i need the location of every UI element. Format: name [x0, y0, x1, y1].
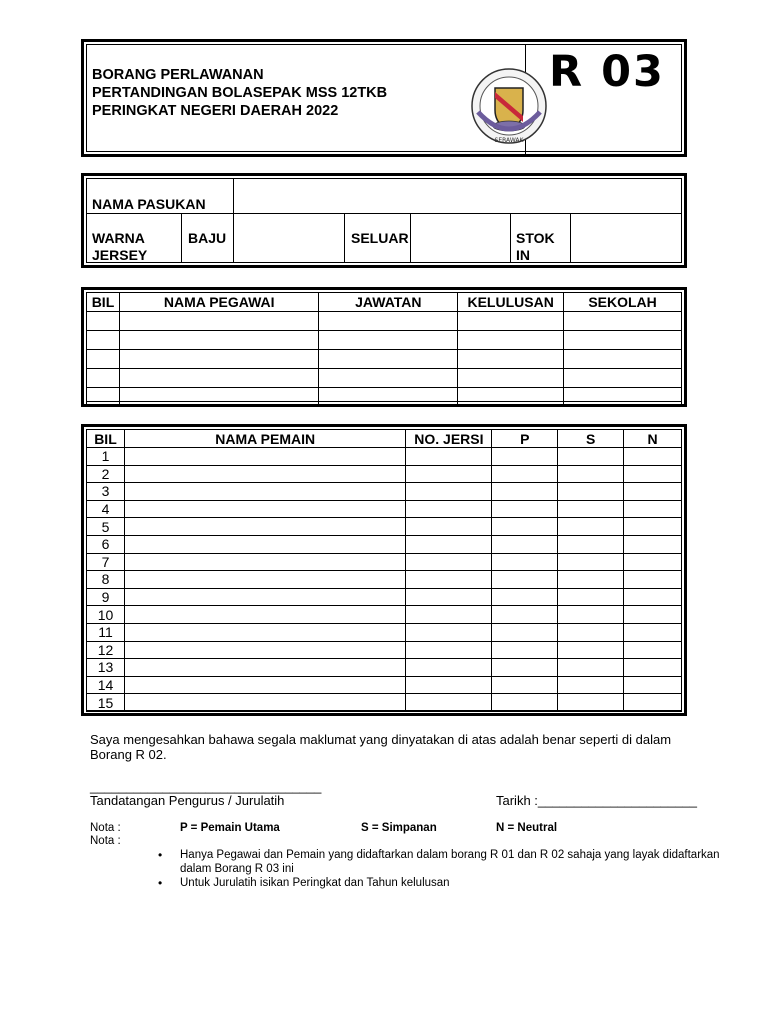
table-row	[87, 483, 682, 501]
table-cell[interactable]	[124, 465, 405, 483]
team-col-divider	[181, 213, 182, 263]
logo-text: SERAWAK	[494, 137, 524, 144]
table-row	[87, 676, 682, 694]
row-number: 15	[87, 694, 125, 712]
row-number: 10	[87, 606, 125, 624]
row-number: 9	[87, 588, 125, 606]
officials-table-box	[81, 287, 687, 407]
team-col-divider	[344, 213, 345, 263]
table-cell[interactable]	[319, 350, 458, 369]
table-row	[87, 465, 682, 483]
table-cell[interactable]	[319, 331, 458, 350]
note-bullet-1-line-1: Hanya Pegawai dan Pemain yang didaftarkan dalam borang R 01 dan R 02 sahaja yang layak didaftarkan	[180, 849, 720, 861]
row-number: 8	[87, 571, 125, 589]
players-table-box	[81, 424, 687, 716]
note-n: N = Neutral	[496, 822, 558, 834]
table-cell[interactable]	[119, 331, 319, 350]
team-col-divider	[510, 213, 511, 263]
table-cell[interactable]	[406, 606, 492, 624]
table-cell[interactable]	[492, 518, 558, 536]
table-cell[interactable]	[319, 388, 458, 407]
table-row	[87, 535, 682, 553]
table-cell[interactable]	[124, 659, 405, 677]
table-cell[interactable]	[492, 465, 558, 483]
table-row	[87, 694, 682, 712]
table-cell[interactable]	[624, 641, 682, 659]
table-cell[interactable]	[406, 518, 492, 536]
table-row	[87, 369, 682, 388]
nota-label-2: Nota :	[90, 835, 121, 847]
nota-label: Nota :	[90, 822, 121, 834]
table-cell[interactable]	[124, 500, 405, 518]
table-row	[87, 448, 682, 466]
baju-label: BAJU	[188, 230, 227, 246]
table-cell[interactable]	[458, 388, 564, 407]
title-line-1: BORANG PERLAWANAN	[92, 67, 264, 83]
declaration-line-2: Borang R 02.	[90, 747, 167, 762]
table-cell[interactable]	[558, 623, 624, 641]
table-cell[interactable]	[558, 448, 624, 466]
table-cell[interactable]	[624, 465, 682, 483]
table-cell[interactable]	[319, 312, 458, 331]
warna-jersey-label: WARNA JERSEY	[92, 230, 148, 263]
table-cell[interactable]	[406, 553, 492, 571]
table-cell[interactable]	[124, 535, 405, 553]
col-nama-pemain: NAMA PEMAIN	[124, 430, 405, 448]
title-line-3: PERINGKAT NEGERI DAERAH 2022	[92, 103, 339, 119]
table-cell[interactable]	[558, 694, 624, 712]
table-cell[interactable]	[624, 623, 682, 641]
form-header	[81, 39, 687, 157]
table-cell[interactable]	[624, 518, 682, 536]
table-row	[87, 553, 682, 571]
table-cell[interactable]	[624, 571, 682, 589]
table-cell[interactable]	[458, 312, 564, 331]
note-p: P = Pemain Utama	[180, 822, 280, 834]
table-cell[interactable]	[492, 659, 558, 677]
signature-label: Tandatangan Pengurus / Jurulatih	[90, 793, 285, 808]
row-number: 3	[87, 483, 125, 501]
table-cell[interactable]	[624, 694, 682, 712]
table-cell[interactable]	[558, 606, 624, 624]
col-no-jersi: NO. JERSI	[406, 430, 492, 448]
table-cell[interactable]	[406, 623, 492, 641]
table-cell[interactable]	[624, 553, 682, 571]
col-sekolah: SEKOLAH	[564, 293, 682, 312]
table-cell[interactable]	[124, 623, 405, 641]
bullet-icon: •	[158, 876, 163, 890]
crest-logo-icon	[468, 66, 550, 146]
table-cell[interactable]	[558, 553, 624, 571]
table-cell[interactable]	[406, 659, 492, 677]
row-number: 12	[87, 641, 125, 659]
table-cell[interactable]	[124, 483, 405, 501]
table-cell[interactable]	[624, 500, 682, 518]
table-cell[interactable]	[558, 518, 624, 536]
table-cell[interactable]	[492, 483, 558, 501]
note-s: S = Simpanan	[361, 822, 437, 834]
table-row	[87, 331, 682, 350]
table-cell[interactable]	[624, 606, 682, 624]
table-cell[interactable]	[87, 350, 120, 369]
row-number: 7	[87, 553, 125, 571]
table-row	[87, 571, 682, 589]
table-cell[interactable]	[406, 483, 492, 501]
table-cell[interactable]	[124, 518, 405, 536]
table-cell[interactable]	[492, 571, 558, 589]
players-table	[86, 429, 682, 712]
table-cell[interactable]	[558, 588, 624, 606]
table-cell[interactable]	[624, 659, 682, 677]
table-cell[interactable]	[406, 694, 492, 712]
table-cell[interactable]	[624, 676, 682, 694]
col-bil: BIL	[87, 430, 125, 448]
row-number: 1	[87, 448, 125, 466]
table-cell[interactable]	[624, 535, 682, 553]
table-cell[interactable]	[124, 641, 405, 659]
date-label: Tarikh :______________________	[496, 793, 697, 808]
table-cell[interactable]	[406, 535, 492, 553]
table-row	[87, 500, 682, 518]
nama-pasukan-label: NAMA PASUKAN	[92, 196, 206, 212]
table-cell[interactable]	[124, 553, 405, 571]
table-cell[interactable]	[492, 606, 558, 624]
col-s: S	[558, 430, 624, 448]
table-cell[interactable]	[124, 676, 405, 694]
col-bil: BIL	[87, 293, 120, 312]
table-cell[interactable]	[87, 331, 120, 350]
table-cell[interactable]	[458, 369, 564, 388]
table-cell[interactable]	[124, 694, 405, 712]
row-number: 5	[87, 518, 125, 536]
col-n: N	[624, 430, 682, 448]
table-cell[interactable]	[558, 659, 624, 677]
bullet-icon: •	[158, 848, 163, 862]
table-row	[87, 606, 682, 624]
row-number: 4	[87, 500, 125, 518]
table-cell[interactable]	[119, 350, 319, 369]
table-cell[interactable]	[492, 641, 558, 659]
team-col-divider	[570, 213, 571, 263]
table-row	[87, 388, 682, 407]
row-number: 11	[87, 623, 125, 641]
table-cell[interactable]	[406, 588, 492, 606]
table-row	[87, 641, 682, 659]
table-cell[interactable]	[406, 571, 492, 589]
team-col-divider	[410, 213, 411, 263]
seluar-label: SELUAR	[351, 230, 409, 246]
table-cell[interactable]	[458, 350, 564, 369]
table-cell[interactable]	[558, 500, 624, 518]
col-jawatan: JAWATAN	[319, 293, 458, 312]
table-cell[interactable]	[558, 641, 624, 659]
table-row	[87, 659, 682, 677]
table-cell[interactable]	[406, 465, 492, 483]
table-cell[interactable]	[406, 500, 492, 518]
table-cell[interactable]	[124, 606, 405, 624]
table-cell[interactable]	[406, 448, 492, 466]
table-cell[interactable]	[119, 312, 319, 331]
table-row	[87, 350, 682, 369]
row-number: 14	[87, 676, 125, 694]
table-cell[interactable]	[624, 588, 682, 606]
table-cell[interactable]	[558, 571, 624, 589]
table-cell[interactable]	[87, 369, 120, 388]
team-col-divider	[233, 178, 234, 263]
table-cell[interactable]	[564, 388, 682, 407]
table-cell[interactable]	[124, 448, 405, 466]
table-cell[interactable]	[119, 369, 319, 388]
table-cell[interactable]	[458, 331, 564, 350]
col-p: P	[492, 430, 558, 448]
table-cell[interactable]	[406, 676, 492, 694]
row-number: 2	[87, 465, 125, 483]
table-cell[interactable]	[624, 448, 682, 466]
table-cell[interactable]	[492, 676, 558, 694]
table-cell[interactable]	[492, 553, 558, 571]
officials-table	[86, 292, 682, 407]
table-cell[interactable]	[564, 350, 682, 369]
table-cell[interactable]	[492, 623, 558, 641]
title-line-2: PERTANDINGAN BOLASEPAK MSS 12TKB	[92, 85, 388, 101]
table-cell[interactable]	[558, 483, 624, 501]
table-cell[interactable]	[124, 571, 405, 589]
table-cell[interactable]	[492, 448, 558, 466]
note-bullet-1-line-2: dalam Borang R 03 ini	[180, 863, 294, 875]
table-cell[interactable]	[492, 694, 558, 712]
note-bullet-2: Untuk Jurulatih isikan Peringkat dan Tahun kelulusan	[180, 877, 450, 889]
form-code: R 03	[549, 47, 665, 97]
team-row-divider	[86, 213, 682, 214]
team-info-box	[81, 173, 687, 268]
table-cell[interactable]	[558, 535, 624, 553]
table-cell[interactable]	[406, 641, 492, 659]
row-number: 13	[87, 659, 125, 677]
table-cell[interactable]	[87, 388, 120, 407]
declaration-line-1: Saya mengesahkan bahawa segala maklumat yang dinyatakan di atas adalah benar seperti di dalam	[90, 732, 672, 747]
table-cell[interactable]	[492, 588, 558, 606]
col-nama-pegawai: NAMA PEGAWAI	[119, 293, 319, 312]
stokin-label: STOKIN	[516, 230, 555, 263]
table-cell[interactable]	[558, 465, 624, 483]
table-cell[interactable]	[492, 500, 558, 518]
table-cell[interactable]	[319, 369, 458, 388]
row-number: 6	[87, 535, 125, 553]
table-row	[87, 312, 682, 331]
table-cell[interactable]	[87, 312, 120, 331]
table-row	[87, 588, 682, 606]
table-row	[87, 518, 682, 536]
col-kelulusan: KELULUSAN	[458, 293, 564, 312]
table-cell[interactable]	[558, 676, 624, 694]
table-cell[interactable]	[119, 388, 319, 407]
signature-line: ________________________________	[90, 779, 322, 794]
table-cell[interactable]	[624, 483, 682, 501]
table-row	[87, 623, 682, 641]
table-cell[interactable]	[564, 312, 682, 331]
table-cell[interactable]	[124, 588, 405, 606]
table-cell[interactable]	[492, 535, 558, 553]
table-cell[interactable]	[564, 331, 682, 350]
table-cell[interactable]	[564, 369, 682, 388]
